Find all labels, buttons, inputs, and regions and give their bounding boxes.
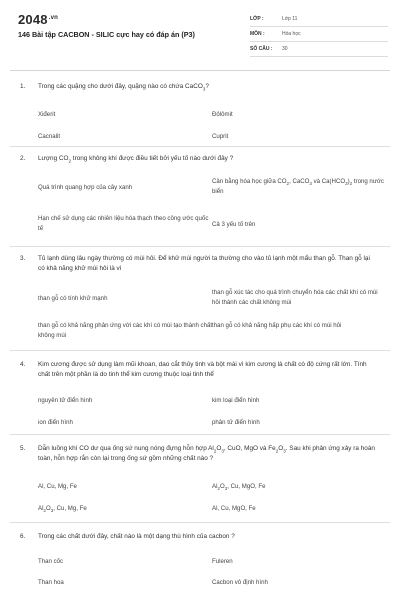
option-b[interactable]: $Al_2O_3$, Cu, MgO, Fe: [212, 483, 266, 492]
option-b[interactable]: than gỗ xúc tác cho quá trình chuyển hóa các chất khí có mùi hôi thành các chất không mùi: [212, 289, 378, 306]
meta-table: [250, 12, 388, 57]
option-a[interactable]: nguyên tử điển hình: [38, 397, 93, 404]
question-number: 2.: [20, 155, 26, 162]
meta-label: LỚP :: [250, 16, 264, 22]
meta-value: Hóa học: [282, 31, 301, 37]
option-d[interactable]: phân tử điển hình: [212, 419, 260, 426]
question-divider: [10, 350, 390, 351]
option-a[interactable]: Than cốc: [38, 558, 64, 565]
meta-label: SỐ CÂU :: [250, 46, 273, 52]
question-divider: [10, 522, 390, 523]
meta-value: Lớp 11: [282, 16, 298, 22]
question-divider: [10, 246, 390, 247]
option-c[interactable]: than gỗ có khả năng phản ứng với các khí có mùi tạo thành chất không mùi: [38, 322, 213, 339]
question-number: 4.: [20, 361, 26, 368]
meta-row-subject: [250, 27, 388, 42]
question-text: Kim cương được sử dụng làm mũi khoan, dao cắt thủy tinh và bột mài vì kim cương là chất có độ cứng rất lớn. Tính chất trên một phần là do tinh thể kim cương thuộc loại tinh thể: [38, 361, 367, 378]
option-a[interactable]: than gỗ có tính khử mạnh: [38, 295, 108, 302]
question-number: 6.: [20, 533, 26, 540]
site-logo[interactable]: [18, 12, 58, 27]
option-a[interactable]: Al, Cu, Mg, Fe: [38, 483, 77, 490]
option-c[interactable]: Than hoa: [38, 579, 64, 586]
question-number: 1.: [20, 83, 26, 90]
option-c[interactable]: $Al_2O_3$, Cu, Mg, Fe: [38, 505, 87, 514]
question-text: Dẫn luồng khí CO dư qua ống sứ nung nóng đựng hỗn hợp $Al_2O_3$, CuO, MgO và $Fe_2O_3$. Sau khi phản ứng xảy ra hoàn toàn, hỗn hợp rắn còn lại trong ống sứ gồm những chất nào ?: [38, 445, 375, 462]
meta-label: MÔN :: [250, 31, 265, 37]
option-a[interactable]: Quá trình quang hợp của cây xanh: [38, 184, 133, 191]
option-c[interactable]: Hạn chế sử dụng các nhiên liệu hóa thạch theo công ước quốc tế: [38, 215, 209, 232]
option-c[interactable]: ion điển hình: [38, 419, 73, 426]
page-title: 146 Bài tập CACBON - SILIC cực hay có đáp án (P3): [18, 30, 195, 39]
question-text: [38, 82, 378, 92]
question-text: Tủ lạnh dùng lâu ngày thường có mùi hôi. Để khử mùi người ta thường cho vào tủ lạnh một mẩu than gỗ. Than gỗ lại có khả năng khử mùi hôi là vì: [38, 255, 370, 272]
question-text: Trong các chất dưới đây, chất nào là một dạng thù hình của cacbon ?: [38, 533, 235, 540]
question-text-part: Trong các quặng cho dưới đây, quặng nào có chứa CaCO: [38, 83, 203, 90]
header-divider: [10, 70, 390, 71]
option-b[interactable]: kim loại điển hình: [212, 397, 260, 404]
meta-row-count: [250, 42, 388, 57]
option-a[interactable]: Xiđerit: [38, 111, 56, 118]
option-d[interactable]: Cả 3 yếu tố trên: [212, 221, 256, 228]
option-b[interactable]: Cân bằng hóa học giữa $CO_2$, CaCO$_3$ và $Ca(HCO_3)_2$ trong nước biển: [212, 178, 384, 195]
question-text-part: Lượng CO: [38, 155, 69, 162]
subscript: 3: [202, 86, 206, 92]
option-d[interactable]: Al, Cu, MgO, Fe: [212, 505, 256, 512]
page-header: [0, 0, 400, 68]
question-text: [38, 154, 378, 164]
logo-text: 2048: [18, 12, 48, 27]
meta-value: 30: [282, 46, 288, 52]
question-divider: [10, 146, 390, 147]
option-d[interactable]: than gỗ có khả năng hấp phụ các khí có mùi hôi: [212, 322, 342, 329]
question-number: 5.: [20, 445, 26, 452]
meta-row-class: [250, 12, 388, 27]
question-text-part: trong không khí được điều tiết bởi yếu tố nào dưới đây ?: [71, 155, 234, 162]
logo-suffix: .vn: [48, 14, 59, 21]
option-c[interactable]: Cacnalit: [38, 133, 61, 140]
option-d[interactable]: Cuprit: [212, 133, 229, 140]
option-d[interactable]: Cacbon vô định hình: [212, 579, 268, 586]
option-b[interactable]: Đôlômit: [212, 111, 233, 118]
question-text-part: ?: [205, 83, 209, 90]
option-b[interactable]: Fuleren: [212, 558, 233, 565]
subscript: 2: [68, 158, 72, 164]
question-divider: [10, 434, 390, 435]
question-number: 3.: [20, 255, 26, 262]
